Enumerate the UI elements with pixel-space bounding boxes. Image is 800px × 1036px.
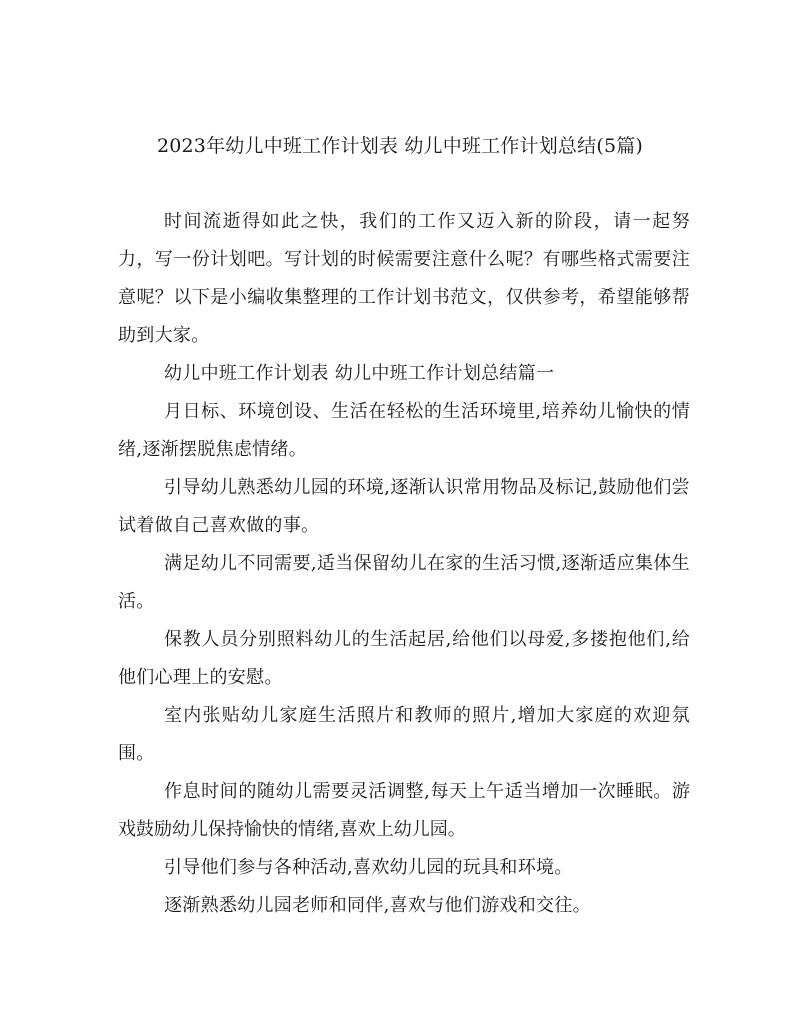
paragraph: 逐渐熟悉幼儿园老师和同伴,喜欢与他们游戏和交往。 (164, 895, 591, 916)
paragraph: 作息时间的随幼儿需要灵活调整,每天上午适当增加一次睡眠。游戏鼓励幼儿保持愉快的情绪,喜欢上幼儿园。 (118, 781, 690, 840)
document-title: 2023年幼儿中班工作计划表 幼儿中班工作计划总结(5篇) (156, 135, 644, 157)
document-body (118, 203, 690, 925)
paragraph: 月日标、环境创设、生活在轻松的生活环境里,培养幼儿愉快的情绪,逐渐摆脱焦虑情绪。 (118, 401, 690, 460)
paragraph: 满足幼儿不同需要,适当保留幼儿在家的生活习惯,逐渐适应集体生活。 (118, 553, 690, 612)
paragraph: 保教人员分别照料幼儿的生活起居,给他们以母爱,多搂抱他们,给他们心理上的安慰。 (118, 629, 690, 688)
paragraph: 室内张贴幼儿家庭生活照片和教师的照片,增加大家庭的欢迎氛围。 (118, 705, 690, 764)
paragraph: 引导他们参与各种活动,喜欢幼儿园的玩具和环境。 (164, 857, 573, 878)
paragraph: 引导幼儿熟悉幼儿园的环境,逐渐认识常用物品及标记,鼓励他们尝试着做自己喜欢做的事。 (118, 477, 690, 536)
section-heading: 幼儿中班工作计划表 幼儿中班工作计划总结篇一 (164, 363, 555, 384)
paragraph-intro: 时间流逝得如此之快，我们的工作又迈入新的阶段，请一起努力，写一份计划吧。写计划的时候需要注意什么呢？有哪些格式需要注意呢？以下是小编收集整理的工作计划书范文，仅供参考，希望能够帮助到大家。 (118, 211, 690, 346)
